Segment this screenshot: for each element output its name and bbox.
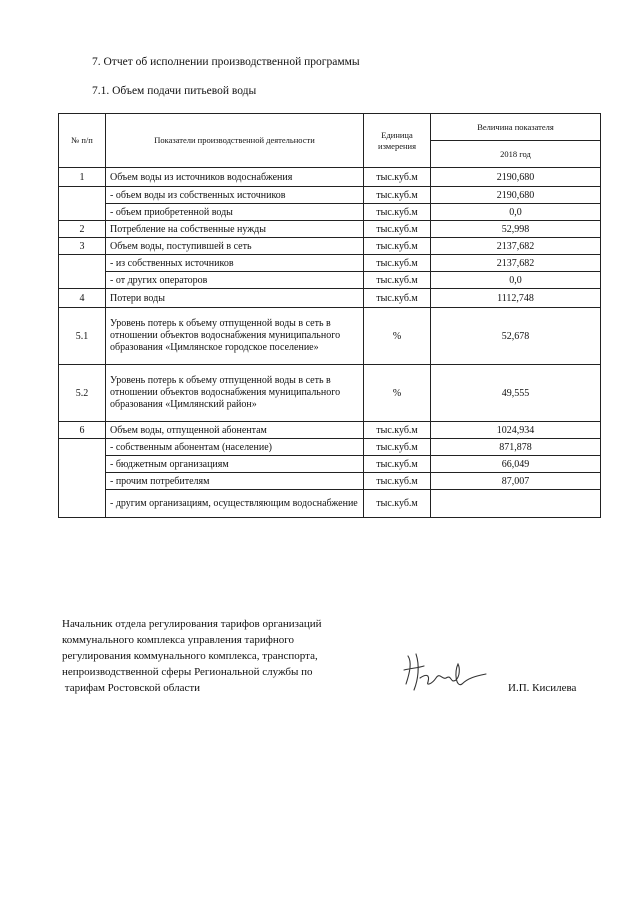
header-num: № п/п <box>59 114 106 168</box>
row-num <box>59 439 106 518</box>
row-unit: % <box>364 365 431 422</box>
table-row <box>59 289 601 308</box>
row-num: 6 <box>59 422 106 439</box>
row-indicator: - бюджетным организациям <box>106 456 364 473</box>
handwritten-signature <box>398 644 488 700</box>
position-line: Начальник отдела регулирования тарифов организаций <box>62 618 322 630</box>
position-line: коммунального комплекса управления тарифного <box>62 633 294 646</box>
row-unit: тыс.куб.м <box>364 456 431 473</box>
subsection-title: 7.1. Объем подачи питьевой воды <box>92 85 257 97</box>
row-indicator: - от других операторов <box>106 272 364 289</box>
row-value <box>431 490 601 518</box>
row-value: 66,049 <box>431 456 601 473</box>
row-value: 52,998 <box>431 221 601 238</box>
row-unit: тыс.куб.м <box>364 289 431 308</box>
row-indicator: - прочим потребителям <box>106 473 364 490</box>
table-row <box>59 422 601 439</box>
row-unit: тыс.куб.м <box>364 473 431 490</box>
row-value: 52,678 <box>431 308 601 365</box>
table-row <box>59 490 601 518</box>
row-num: 2 <box>59 221 106 238</box>
row-indicator: Объем воды из источников водоснабжения <box>106 168 364 187</box>
table-row <box>59 456 601 473</box>
row-unit: тыс.куб.м <box>364 255 431 272</box>
row-indicator: - другим организациям, осуществляющим водоснабжение <box>106 490 364 518</box>
row-value: 49,555 <box>431 365 601 422</box>
row-value: 2190,680 <box>431 168 601 187</box>
table-row <box>59 255 601 272</box>
report-table <box>58 113 601 518</box>
row-unit: тыс.куб.м <box>364 221 431 238</box>
row-num: 4 <box>59 289 106 308</box>
row-value: 2190,680 <box>431 187 601 204</box>
row-indicator: - объем приобретенной воды <box>106 204 364 221</box>
row-indicator: Объем воды, поступившей в сеть <box>106 238 364 255</box>
row-num: 5.1 <box>59 308 106 365</box>
row-unit: % <box>364 308 431 365</box>
row-unit: тыс.куб.м <box>364 272 431 289</box>
table-row <box>59 272 601 289</box>
row-indicator: Потребление на собственные нужды <box>106 221 364 238</box>
header-indicator: Показатели производственной деятельности <box>106 114 364 168</box>
signatory-position <box>62 617 392 697</box>
section-title: 7. Отчет об исполнении производственной программы <box>92 56 360 68</box>
row-indicator: Уровень потерь к объему отпущенной воды в сеть в отношении объектов водоснабжения муниципального образования «Цимлянское городское поселение» <box>106 308 364 365</box>
row-unit: тыс.куб.м <box>364 490 431 518</box>
row-value: 2137,682 <box>431 255 601 272</box>
signatory-name: И.П. Кисилева <box>508 682 577 694</box>
row-unit: тыс.куб.м <box>364 187 431 204</box>
row-unit: тыс.куб.м <box>364 204 431 221</box>
row-indicator: - объем воды из собственных источников <box>106 187 364 204</box>
table-row <box>59 187 601 204</box>
row-indicator: - из собственных источников <box>106 255 364 272</box>
row-value: 871,878 <box>431 439 601 456</box>
table-row <box>59 168 601 187</box>
position-line: тарифам Ростовской области <box>62 681 201 694</box>
row-num <box>59 187 106 221</box>
table-row <box>59 238 601 255</box>
row-value: 1024,934 <box>431 422 601 439</box>
table-row <box>59 365 601 422</box>
row-unit: тыс.куб.м <box>364 422 431 439</box>
row-num <box>59 255 106 289</box>
position-line: непроизводственной сферы Региональной службы по <box>62 665 313 678</box>
header-value: Величина показателя <box>431 114 601 141</box>
row-unit: тыс.куб.м <box>364 439 431 456</box>
table-row <box>59 439 601 456</box>
row-num: 3 <box>59 238 106 255</box>
header-year: 2018 год <box>431 141 601 168</box>
row-indicator: Объем воды, отпущенной абонентам <box>106 422 364 439</box>
row-indicator: Уровень потерь к объему отпущенной воды в сеть в отношении объектов водоснабжения муниципального образования «Цимлянский район» <box>106 365 364 422</box>
row-unit: тыс.куб.м <box>364 168 431 187</box>
row-unit: тыс.куб.м <box>364 238 431 255</box>
position-line: регулирования коммунального комплекса, транспорта, <box>62 649 318 662</box>
table-row <box>59 204 601 221</box>
row-num: 1 <box>59 168 106 187</box>
row-indicator: Потери воды <box>106 289 364 308</box>
header-unit: Единица измерения <box>364 114 431 168</box>
row-value: 0,0 <box>431 204 601 221</box>
row-value: 0,0 <box>431 272 601 289</box>
row-value: 2137,682 <box>431 238 601 255</box>
table-row <box>59 473 601 490</box>
row-num: 5.2 <box>59 365 106 422</box>
row-value: 87,007 <box>431 473 601 490</box>
row-indicator: - собственным абонентам (население) <box>106 439 364 456</box>
table-row <box>59 308 601 365</box>
table-row <box>59 221 601 238</box>
row-value: 1112,748 <box>431 289 601 308</box>
